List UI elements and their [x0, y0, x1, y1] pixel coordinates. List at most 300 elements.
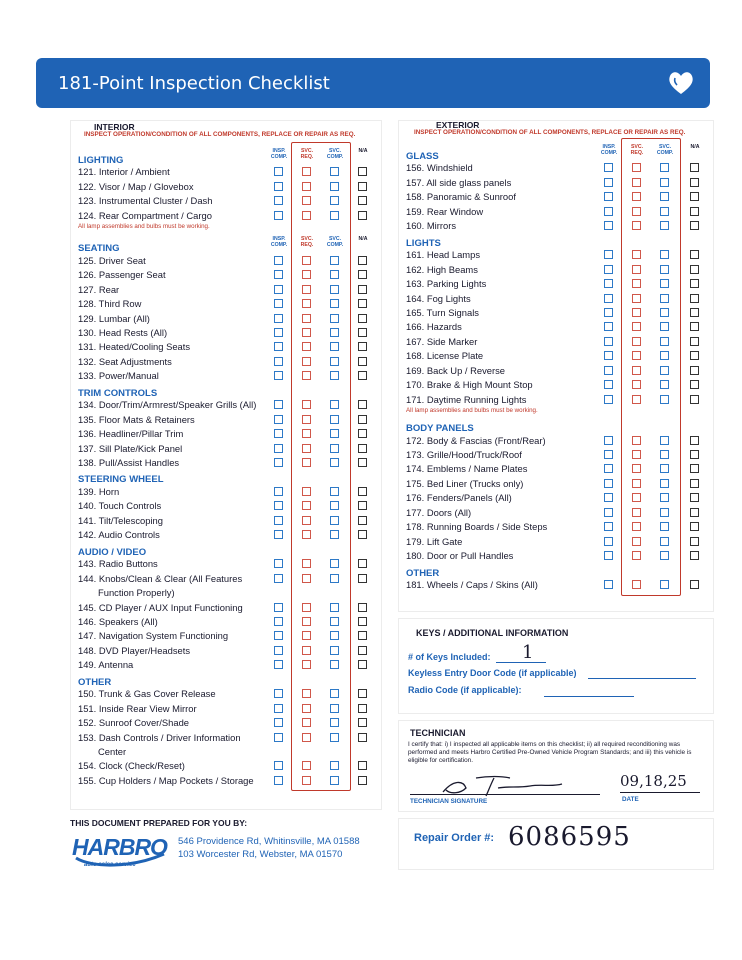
- checklist-item-label: 180. Door or Pull Handles: [406, 550, 514, 562]
- checkbox-svc-comp[interactable]: [660, 294, 669, 303]
- checkbox-svc-comp[interactable]: [330, 211, 339, 220]
- interior-section: [70, 120, 380, 810]
- checklist-item-label: Function Properly): [98, 587, 175, 599]
- checkbox-svc-comp[interactable]: [660, 508, 669, 517]
- check-mark: [603, 574, 612, 583]
- column-header-na: N/A: [358, 236, 368, 243]
- checkbox-svc-req[interactable]: [632, 366, 641, 375]
- checkbox-svc-comp[interactable]: [330, 458, 339, 467]
- checkbox-svc-comp[interactable]: [330, 660, 339, 669]
- checkbox-svc-req[interactable]: [632, 493, 641, 502]
- checkbox-svc-comp[interactable]: [660, 163, 669, 172]
- check-mark: [273, 423, 282, 432]
- checkbox-svc-req[interactable]: [302, 458, 311, 467]
- checkbox-svc-comp[interactable]: [330, 182, 339, 191]
- checkbox-svc-comp[interactable]: [330, 415, 339, 424]
- exterior-title: EXTERIOR: [436, 120, 480, 130]
- checkbox-svc-req[interactable]: [302, 415, 311, 424]
- checkbox-na[interactable]: [358, 574, 367, 583]
- check-mark: [603, 331, 612, 340]
- keyless-label: Keyless Entry Door Code (if applicable): [408, 668, 577, 678]
- checkbox-na[interactable]: [690, 551, 699, 560]
- checkbox-na[interactable]: [358, 501, 367, 510]
- check-mark: [273, 176, 282, 185]
- repair-order-label: Repair Order #:: [414, 832, 495, 844]
- checklist-item-label: 139. Horn: [78, 485, 120, 497]
- checkbox-na[interactable]: [358, 487, 367, 496]
- group-title: LIGHTS: [406, 237, 441, 249]
- checkbox-svc-comp[interactable]: [330, 444, 339, 453]
- checkbox-svc-req[interactable]: [302, 530, 311, 539]
- check-mark: [603, 244, 612, 253]
- checkbox-svc-comp[interactable]: [330, 516, 339, 525]
- keys-title: KEYS / ADDITIONAL INFORMATION: [416, 628, 569, 638]
- check-mark: [273, 438, 282, 447]
- checkbox-svc-req[interactable]: [632, 551, 641, 560]
- check-mark: [273, 279, 282, 288]
- checkbox-na[interactable]: [358, 776, 367, 785]
- check-mark: [603, 345, 612, 354]
- checkbox-svc-req[interactable]: [302, 285, 311, 294]
- checkbox-svc-req[interactable]: [302, 761, 311, 770]
- checkbox-svc-comp[interactable]: [330, 429, 339, 438]
- checkbox-svc-comp[interactable]: [330, 400, 339, 409]
- check-mark: [273, 683, 282, 692]
- checkbox-na[interactable]: [358, 357, 367, 366]
- checkbox-na[interactable]: [690, 450, 699, 459]
- checklist-item-label: 138. Pull/Assist Handles: [78, 457, 180, 468]
- check-mark: [603, 473, 612, 482]
- checkbox-svc-comp[interactable]: [330, 603, 339, 612]
- checklist-item-label: 160. Mirrors: [406, 220, 457, 232]
- checkbox-na[interactable]: [690, 279, 699, 288]
- checkbox-svc-comp[interactable]: [330, 631, 339, 640]
- checkbox-svc-comp[interactable]: [330, 357, 339, 366]
- checkbox-na[interactable]: [690, 380, 699, 389]
- checkbox-svc-req[interactable]: [302, 182, 311, 191]
- checkbox-svc-req[interactable]: [632, 178, 641, 187]
- checkbox-svc-comp[interactable]: [330, 530, 339, 539]
- check-mark: [357, 336, 366, 345]
- checkbox-na[interactable]: [358, 182, 367, 191]
- check-mark: [273, 611, 282, 620]
- checkbox-na[interactable]: [358, 559, 367, 568]
- column-header-insp: INSP. COMP.: [600, 144, 618, 156]
- group-note: All lamp assemblies and bulbs must be working.: [406, 407, 538, 415]
- checkbox-svc-comp[interactable]: [660, 250, 669, 259]
- checkbox-svc-req[interactable]: [632, 380, 641, 389]
- group-title: SEATING: [78, 243, 120, 255]
- checklist-item-label: 178. Running Boards / Side Steps: [406, 521, 548, 533]
- checkbox-na[interactable]: [358, 689, 367, 698]
- exterior-subtitle: INSPECT OPERATION/CONDITION OF ALL COMPONENTS, REPLACE OR REPAIR AS REQ.: [414, 129, 686, 136]
- checklist-item-label: 131. Heated/Cooling Seats: [78, 341, 191, 353]
- checkbox-svc-comp[interactable]: [660, 265, 669, 274]
- checkbox-na[interactable]: [358, 371, 367, 380]
- checkbox-insp[interactable]: [274, 631, 283, 640]
- group-note: All lamp assemblies and bulbs must be working.: [78, 223, 210, 231]
- check-mark: [273, 495, 282, 504]
- checklist-item-label: 128. Third Row: [78, 298, 142, 310]
- checklist-item-label: 172. Body & Fascias (Front/Rear): [406, 434, 546, 446]
- checkbox-na[interactable]: [358, 733, 367, 742]
- checkbox-svc-req[interactable]: [302, 689, 311, 698]
- checkbox-svc-req[interactable]: [302, 196, 311, 205]
- checklist-item-label: 162. High Beams: [406, 263, 478, 275]
- checkbox-svc-req[interactable]: [632, 580, 641, 589]
- checkbox-svc-comp[interactable]: [330, 689, 339, 698]
- checkbox-na[interactable]: [358, 196, 367, 205]
- checkbox-svc-req[interactable]: [632, 395, 641, 404]
- check-mark: [273, 524, 282, 533]
- page-title: 181-Point Inspection Checklist: [58, 73, 330, 94]
- check-mark: [273, 452, 282, 461]
- keyless-line[interactable]: [588, 678, 696, 679]
- checkbox-svc-req[interactable]: [302, 631, 311, 640]
- checkbox-svc-req[interactable]: [302, 574, 311, 583]
- check-mark: [273, 568, 282, 577]
- checkbox-svc-req[interactable]: [632, 522, 641, 531]
- check-mark: [603, 545, 612, 554]
- checkbox-svc-comp[interactable]: [660, 493, 669, 502]
- checklist-item-label: 122. Visor / Map / Glovebox: [78, 180, 194, 192]
- date-line[interactable]: [620, 792, 700, 793]
- checklist-item-label: 158. Panoramic & Sunroof: [406, 191, 516, 203]
- checkbox-svc-req[interactable]: [632, 279, 641, 288]
- prepared-by-label: THIS DOCUMENT PREPARED FOR YOU BY:: [70, 818, 248, 828]
- checkbox-na[interactable]: [358, 400, 367, 409]
- checkbox-na[interactable]: [690, 464, 699, 473]
- check-mark: [357, 712, 366, 721]
- harbro-logo-sub: auto sales service: [84, 862, 136, 868]
- checklist-item-label: 173. Grille/Hood/Truck/Roof: [406, 449, 522, 460]
- check-mark: [689, 516, 698, 525]
- checklist-item-label: 123. Instrumental Cluster / Dash: [78, 195, 213, 207]
- check-mark: [273, 394, 282, 403]
- checkbox-svc-req[interactable]: [632, 479, 641, 488]
- checklist-item-label: 130. Head Rests (All): [78, 326, 168, 338]
- signature-label: TECHNICIAN SIGNATURE: [410, 798, 488, 805]
- checklist-item-label: 155. Cup Holders / Map Pockets / Storage: [78, 774, 254, 786]
- checkbox-svc-req[interactable]: [302, 487, 311, 496]
- check-mark: [273, 698, 282, 707]
- column-header-insp: INSP. COMP.: [270, 148, 288, 160]
- checkbox-svc-req[interactable]: [302, 342, 311, 351]
- checkbox-na[interactable]: [690, 221, 699, 230]
- checkbox-svc-comp[interactable]: [330, 256, 339, 265]
- checkbox-svc-comp[interactable]: [330, 718, 339, 727]
- checklist-item-label: 166. Hazards: [406, 321, 462, 333]
- checkbox-svc-req[interactable]: [632, 351, 641, 360]
- checkbox-svc-req[interactable]: [632, 508, 641, 517]
- checkbox-svc-req[interactable]: [302, 357, 311, 366]
- checkbox-na[interactable]: [690, 250, 699, 259]
- check-mark: [357, 293, 366, 302]
- check-mark: [273, 351, 282, 360]
- check-mark: [603, 316, 612, 325]
- checkbox-svc-comp[interactable]: [330, 501, 339, 510]
- checkbox-svc-comp[interactable]: [660, 551, 669, 560]
- checkbox-na[interactable]: [690, 395, 699, 404]
- checkbox-svc-req[interactable]: [632, 192, 641, 201]
- checkbox-svc-comp[interactable]: [330, 574, 339, 583]
- checkbox-na[interactable]: [690, 322, 699, 331]
- checkbox-svc-req[interactable]: [302, 211, 311, 220]
- harbro-logo-text: HARBRO: [72, 834, 167, 860]
- checkbox-insp[interactable]: [274, 299, 283, 308]
- checkbox-svc-req[interactable]: [632, 163, 641, 172]
- checkbox-na[interactable]: [358, 516, 367, 525]
- technician-title: TECHNICIAN: [410, 728, 466, 738]
- keys-count-label: # of Keys Included:: [408, 652, 491, 662]
- address-2: 103 Worcester Rd, Webster, MA 01570: [178, 849, 343, 860]
- checkbox-insp[interactable]: [604, 522, 613, 531]
- checkbox-svc-req[interactable]: [302, 371, 311, 380]
- checkbox-na[interactable]: [358, 211, 367, 220]
- checkbox-svc-req[interactable]: [302, 776, 311, 785]
- checkbox-svc-req[interactable]: [632, 294, 641, 303]
- checkbox-na[interactable]: [690, 580, 699, 589]
- checkbox-svc-comp[interactable]: [330, 299, 339, 308]
- checkbox-na[interactable]: [358, 458, 367, 467]
- checklist-item-label: 150. Trunk & Gas Cover Release: [78, 688, 216, 700]
- checklist-item-label: 145. CD Player / AUX Input Functioning: [78, 601, 243, 613]
- checkbox-svc-comp[interactable]: [330, 704, 339, 713]
- checkbox-svc-comp[interactable]: [660, 522, 669, 531]
- exterior-section: [398, 120, 712, 610]
- checklist-item-label: 177. Doors (All): [406, 506, 472, 518]
- checklist-item-label: 164. Fog Lights: [406, 292, 471, 304]
- checkbox-svc-req[interactable]: [302, 718, 311, 727]
- checklist-item-label: 176. Fenders/Panels (All): [406, 492, 512, 504]
- checklist-item-label: 174. Emblems / Name Plates: [406, 463, 528, 475]
- radio-code-label: Radio Code (if applicable):: [408, 685, 522, 695]
- checkbox-svc-comp[interactable]: [660, 380, 669, 389]
- checkbox-svc-req[interactable]: [302, 559, 311, 568]
- checkbox-svc-comp[interactable]: [660, 279, 669, 288]
- checkbox-svc-comp[interactable]: [660, 207, 669, 216]
- keys-section: [398, 620, 714, 712]
- checklist-item-label: 149. Antenna: [78, 659, 134, 671]
- checklist-item-label: 134. Door/Trim/Armrest/Speaker Grills (All): [78, 399, 257, 411]
- checkbox-na[interactable]: [690, 479, 699, 488]
- checkbox-svc-comp[interactable]: [330, 285, 339, 294]
- check-mark: [357, 308, 366, 317]
- checkbox-na[interactable]: [358, 761, 367, 770]
- checkbox-svc-comp[interactable]: [660, 192, 669, 201]
- checkbox-svc-req[interactable]: [302, 501, 311, 510]
- checkbox-na[interactable]: [358, 167, 367, 176]
- checkbox-svc-comp[interactable]: [330, 559, 339, 568]
- checkbox-svc-req[interactable]: [632, 207, 641, 216]
- checkbox-svc-req[interactable]: [302, 603, 311, 612]
- check-mark: [603, 444, 612, 453]
- checkbox-svc-req[interactable]: [302, 314, 311, 323]
- checklist-item-label: 148. DVD Player/Headsets: [78, 644, 191, 656]
- group-title: OTHER: [78, 676, 112, 688]
- checkbox-na[interactable]: [690, 308, 699, 317]
- address-1: 546 Providence Rd, Whitinsville, MA 01588: [178, 836, 360, 847]
- check-mark: [273, 250, 282, 259]
- harbro-logo: [72, 834, 170, 874]
- checklist-item-label: 153. Dash Controls / Driver Information: [78, 731, 241, 743]
- checkbox-svc-req[interactable]: [302, 660, 311, 669]
- column-header-svc_comp: SVC. COMP.: [326, 148, 344, 160]
- checkbox-na[interactable]: [690, 493, 699, 502]
- checkbox-na[interactable]: [690, 351, 699, 360]
- checklist-item-label: 146. Speakers (All): [78, 615, 158, 627]
- checkbox-svc-req[interactable]: [632, 250, 641, 259]
- checkbox-svc-comp[interactable]: [660, 464, 669, 473]
- checklist-item-label: 132. Seat Adjustments: [78, 355, 172, 367]
- checkbox-svc-comp[interactable]: [660, 366, 669, 375]
- check-mark: [603, 259, 612, 268]
- checkbox-svc-comp[interactable]: [330, 342, 339, 351]
- check-mark: [603, 273, 612, 282]
- checkbox-svc-req[interactable]: [302, 328, 311, 337]
- checkbox-na[interactable]: [358, 444, 367, 453]
- checkbox-svc-req[interactable]: [302, 704, 311, 713]
- check-mark: [603, 157, 612, 166]
- check-mark: [273, 654, 282, 663]
- group-title: LIGHTING: [78, 155, 124, 166]
- checkbox-svc-req[interactable]: [632, 464, 641, 473]
- checkbox-svc-comp[interactable]: [660, 436, 669, 445]
- checkbox-svc-req[interactable]: [302, 617, 311, 626]
- checkbox-svc-comp[interactable]: [660, 221, 669, 230]
- checkbox-na[interactable]: [690, 366, 699, 375]
- checkbox-svc-req[interactable]: [302, 516, 311, 525]
- checkbox-svc-req[interactable]: [302, 646, 311, 655]
- technician-section: [398, 720, 714, 810]
- check-mark: [273, 190, 282, 199]
- checkbox-svc-comp[interactable]: [660, 479, 669, 488]
- checkbox-svc-comp[interactable]: [660, 337, 669, 346]
- check-mark: [273, 409, 282, 418]
- title-banner: [36, 58, 710, 108]
- checkbox-na[interactable]: [690, 436, 699, 445]
- checkbox-svc-req[interactable]: [302, 256, 311, 265]
- checkbox-svc-comp[interactable]: [330, 270, 339, 279]
- checkbox-svc-comp[interactable]: [660, 537, 669, 546]
- radio-code-line[interactable]: [544, 696, 634, 697]
- check-mark: [603, 389, 612, 398]
- checklist-item-label: 129. Lumbar (All): [78, 312, 150, 324]
- checklist-item-label: 121. Interior / Ambient: [78, 166, 170, 178]
- checkbox-svc-req[interactable]: [632, 537, 641, 546]
- checkbox-na[interactable]: [358, 429, 367, 438]
- checkbox-svc-req[interactable]: [302, 270, 311, 279]
- checkbox-na[interactable]: [690, 294, 699, 303]
- checklist-item-label: 152. Sunroof Cover/Shade: [78, 717, 190, 729]
- checkbox-svc-req[interactable]: [632, 308, 641, 317]
- checklist-item-label: 124. Rear Compartment / Cargo: [78, 209, 212, 221]
- check-mark: [603, 430, 612, 439]
- check-mark: [603, 302, 612, 311]
- checkbox-svc-comp[interactable]: [330, 328, 339, 337]
- check-mark: [273, 755, 282, 764]
- checklist-item-label: 143. Radio Buttons: [78, 558, 158, 570]
- checkbox-svc-req[interactable]: [632, 322, 641, 331]
- checkbox-svc-comp[interactable]: [660, 450, 669, 459]
- check-mark: [603, 172, 612, 181]
- checkbox-svc-req[interactable]: [302, 444, 311, 453]
- checklist-item-label: 127. Rear: [78, 283, 120, 295]
- checkbox-svc-comp[interactable]: [330, 776, 339, 785]
- checklist-item-label: 140. Touch Controls: [78, 500, 162, 512]
- keys-count-line: [496, 662, 546, 663]
- checkbox-svc-req[interactable]: [632, 265, 641, 274]
- checkbox-svc-req[interactable]: [632, 337, 641, 346]
- checkbox-svc-comp[interactable]: [330, 196, 339, 205]
- heart-icon: [666, 68, 696, 98]
- checkbox-svc-comp[interactable]: [660, 178, 669, 187]
- checkbox-svc-req[interactable]: [632, 436, 641, 445]
- checkbox-svc-comp[interactable]: [330, 487, 339, 496]
- checkbox-svc-comp[interactable]: [660, 308, 669, 317]
- checklist-item-label: Center: [98, 746, 127, 757]
- checklist-item-label: 157. All side glass panels: [406, 176, 512, 188]
- checkbox-na[interactable]: [690, 163, 699, 172]
- checklist-item-label: 126. Passenger Seat: [78, 269, 166, 281]
- checkbox-na[interactable]: [690, 337, 699, 346]
- checkbox-svc-comp[interactable]: [330, 733, 339, 742]
- group-title: OTHER: [406, 567, 440, 579]
- checkbox-na[interactable]: [358, 603, 367, 612]
- checkbox-svc-comp[interactable]: [660, 395, 669, 404]
- checklist-item-label: 167. Side Marker: [406, 335, 478, 347]
- checkbox-na[interactable]: [690, 207, 699, 216]
- checkbox-svc-comp[interactable]: [330, 617, 339, 626]
- checkbox-na[interactable]: [358, 270, 367, 279]
- checkbox-svc-req[interactable]: [302, 733, 311, 742]
- checklist-item-label: 156. Windshield: [406, 162, 473, 174]
- checklist-item-label: 144. Knobs/Clean & Clear (All Features: [78, 572, 243, 584]
- checkbox-svc-comp[interactable]: [330, 314, 339, 323]
- checkbox-na[interactable]: [358, 415, 367, 424]
- checkbox-svc-comp[interactable]: [330, 167, 339, 176]
- checkbox-na[interactable]: [690, 265, 699, 274]
- checkbox-svc-req[interactable]: [302, 429, 311, 438]
- checklist-item-label: 170. Brake & High Mount Stop: [406, 379, 533, 391]
- check-mark: [603, 288, 612, 297]
- checkbox-svc-comp[interactable]: [330, 371, 339, 380]
- checkbox-na[interactable]: [358, 530, 367, 539]
- checkbox-svc-comp[interactable]: [330, 761, 339, 770]
- checkbox-svc-comp[interactable]: [660, 580, 669, 589]
- signature-line[interactable]: [410, 794, 600, 795]
- checkbox-svc-req[interactable]: [302, 299, 311, 308]
- checkbox-svc-comp[interactable]: [660, 351, 669, 360]
- checklist-item-label: 125. Driver Seat: [78, 254, 146, 266]
- checklist-item-label: 154. Clock (Check/Reset): [78, 760, 185, 772]
- checkbox-svc-comp[interactable]: [660, 322, 669, 331]
- checkbox-na[interactable]: [358, 660, 367, 669]
- group-title: GLASS: [406, 151, 439, 162]
- checkbox-svc-req[interactable]: [632, 450, 641, 459]
- checklist-item-label: 142. Audio Controls: [78, 529, 160, 541]
- checklist-item-label: 151. Inside Rear View Mirror: [78, 702, 197, 714]
- check-mark: [603, 360, 612, 369]
- check-mark: [273, 770, 282, 779]
- checkbox-svc-req[interactable]: [302, 167, 311, 176]
- checkbox-svc-req[interactable]: [302, 400, 311, 409]
- check-mark: [357, 625, 366, 634]
- checkbox-svc-comp[interactable]: [330, 646, 339, 655]
- check-mark: [273, 510, 282, 519]
- checkbox-na[interactable]: [358, 256, 367, 265]
- checkbox-svc-req[interactable]: [632, 221, 641, 230]
